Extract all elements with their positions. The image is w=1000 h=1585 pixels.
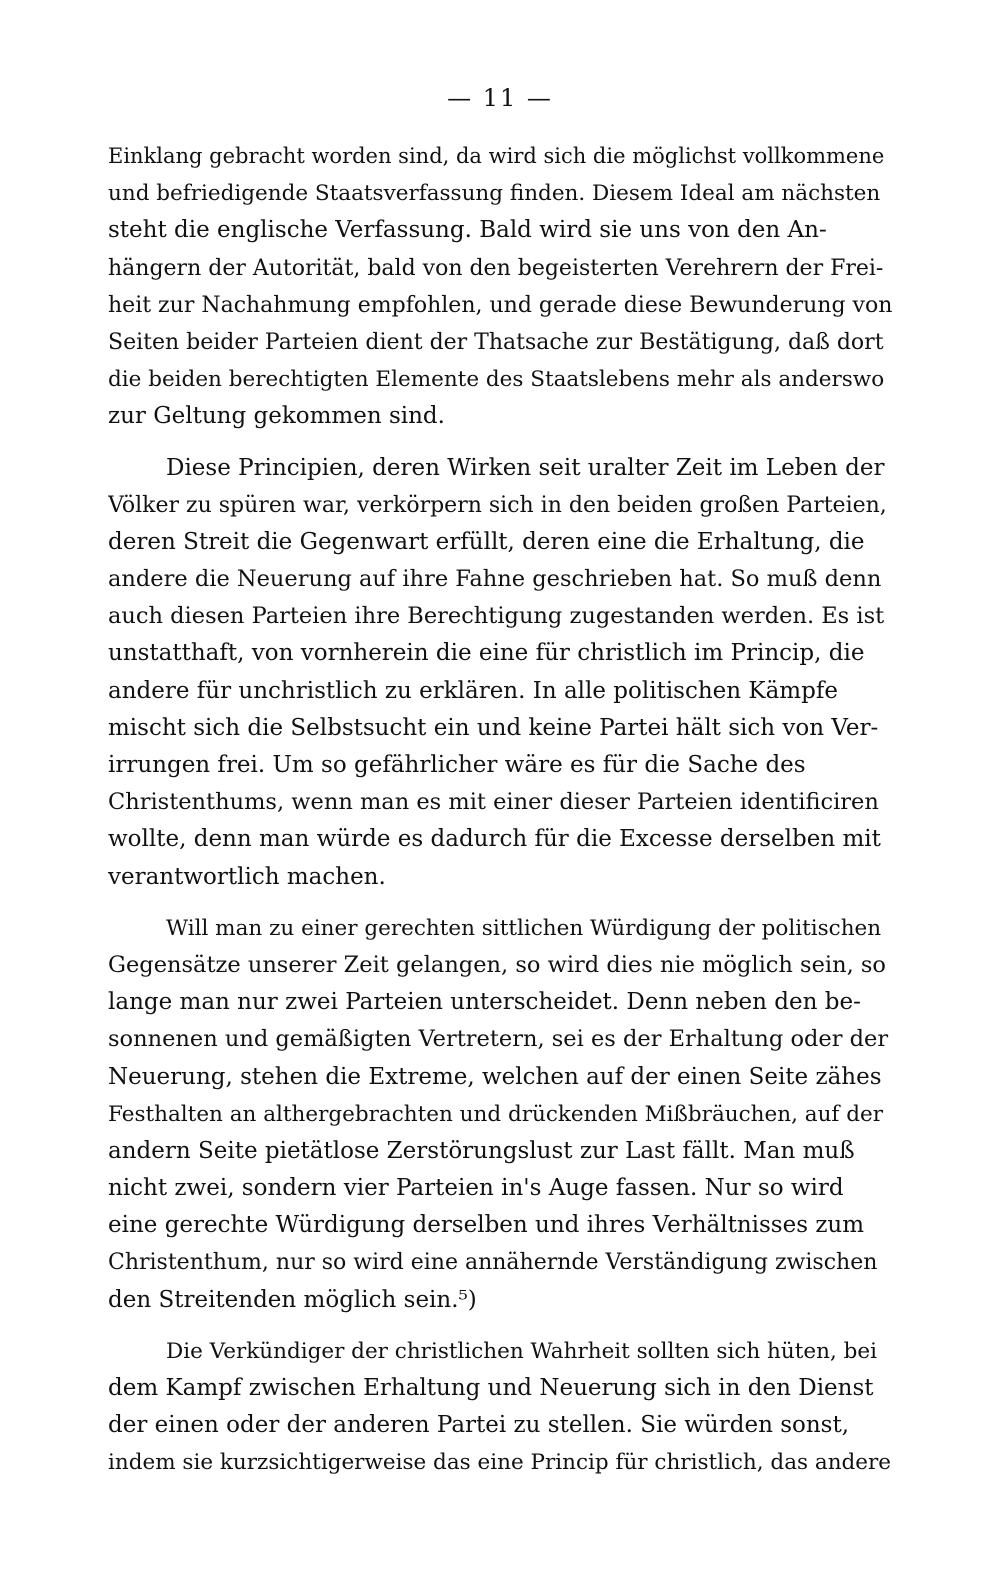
text-line: hängern der Autorität, bald von den begeisterten Verehrern der Frei-	[108, 255, 884, 281]
text-line: Will man zu einer gerechten sittlichen Würdigung der politischen	[166, 915, 882, 941]
text-line: Einklang gebracht worden sind, da wird sich die möglichst vollkommene	[108, 144, 885, 168]
paragraph	[108, 138, 892, 436]
text-line: deren Streit die Gegenwart erfüllt, deren eine die Erhaltung, die	[108, 528, 865, 555]
text-line: Christenthums, wenn man es mit einer dieser Parteien identificiren	[108, 789, 879, 816]
text-line: und befriedigende Staatsverfassung finden. Diesem Ideal am nächsten	[108, 181, 881, 207]
text-line: den Streitenden möglich sein.⁵)	[108, 1286, 477, 1313]
text-line: andere die Neuerung auf ihre Fahne geschrieben hat. So muß denn	[108, 566, 882, 593]
text-line: die beiden berechtigten Elemente des Staatslebens mehr als anderswo	[108, 367, 885, 393]
paragraph-gap	[108, 896, 892, 910]
text-line: unstatthaft, von vornherein die eine für christlich im Princip, die	[108, 640, 865, 667]
text-line: andere für unchristlich zu erklären. In alle politischen Kämpfe	[108, 677, 838, 704]
paragraph	[108, 910, 892, 1319]
text-line: der einen oder der anderen Partei zu stellen. Sie würden sonst,	[108, 1412, 850, 1439]
text-line: sonnenen und gemäßigten Vertretern, sei es der Erhaltung oder der	[108, 1026, 889, 1053]
text-line: irrungen frei. Um so gefährlicher wäre es für die Sache des	[108, 752, 806, 778]
text-line: zur Geltung gekommen sind.	[108, 403, 445, 430]
text-line: Christenthum, nur so wird eine annähernde Verständigung zwischen	[108, 1250, 878, 1276]
text-line: nicht zwei, sondern vier Parteien in's Auge fassen. Nur so wird	[108, 1175, 844, 1202]
paragraph	[108, 450, 892, 896]
text-line: Die Verkündiger der christlichen Wahrheit sollten sich hüten, bei	[166, 1338, 877, 1364]
text-line: Festhalten an althergebrachten und drückenden Mißbräuchen, auf der	[108, 1101, 883, 1127]
text-line: andern Seite pietätlose Zerstörungslust zur Last fällt. Man muß	[108, 1137, 855, 1164]
text-line: Völker zu spüren war, verkörpern sich in den beiden großen Parteien,	[108, 492, 887, 518]
paragraph-gap	[108, 1319, 892, 1333]
text-line: Seiten beider Parteien dient der Thatsache zur Bestätigung, daß dort	[108, 329, 884, 355]
text-line: lange man nur zwei Parteien unterscheidet. Denn neben den be-	[108, 989, 861, 1016]
text-line: indem sie kurzsichtigerweise das eine Princip für christlich, das andere	[108, 1450, 892, 1476]
text-body	[108, 138, 892, 1482]
text-line: wollte, denn man würde es dadurch für die Excesse derselben mit	[108, 826, 881, 853]
text-line: steht die englische Verfassung. Bald wird sie uns von den An-	[108, 217, 827, 244]
text-line: dem Kampf zwischen Erhaltung und Neuerung sich in den Dienst	[108, 1375, 874, 1401]
paragraph	[108, 1333, 892, 1482]
text-line: eine gerechte Würdigung derselben und ihres Verhältnisses zum	[108, 1212, 865, 1239]
text-line: mischt sich die Selbstsucht ein und keine Partei hält sich von Ver-	[108, 714, 879, 741]
text-line: auch diesen Parteien ihre Berechtigung zugestanden werden. Es ist	[108, 603, 885, 630]
page-number: — 11 —	[447, 84, 553, 112]
text-line: verantwortlich machen.	[108, 863, 386, 890]
text-line: Neuerung, stehen die Extreme, welchen auf der einen Seite zähes	[108, 1063, 882, 1090]
text-line: heit zur Nachahmung empfohlen, und gerade diese Bewunderung von	[108, 292, 892, 318]
text-line: Diese Principien, deren Wirken seit uralter Zeit im Leben der	[166, 454, 885, 481]
paragraph-gap	[108, 436, 892, 450]
text-line: Gegensätze unserer Zeit gelangen, so wird dies nie möglich sein, so	[108, 951, 886, 978]
